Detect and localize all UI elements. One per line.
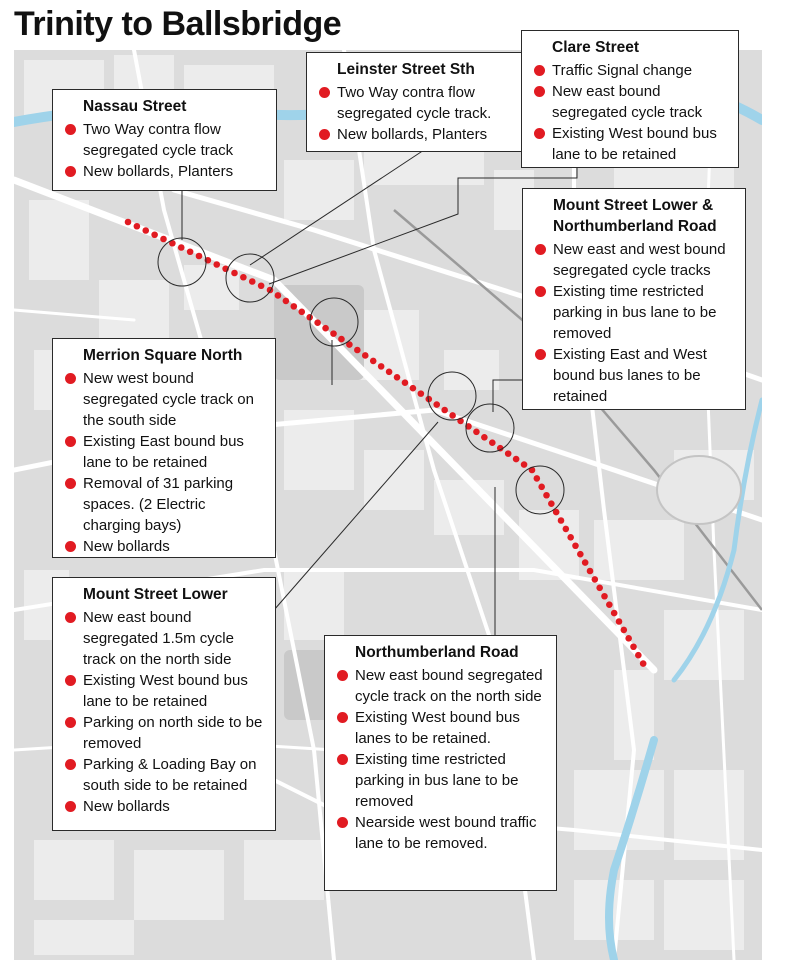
- route-dot: [178, 244, 185, 251]
- route-dot: [213, 261, 220, 268]
- route-dot: [258, 282, 265, 289]
- callout-item: Removal of 31 parking spaces. (2 Electric charging bays): [63, 473, 267, 536]
- callout-leinster-street-sth: [306, 52, 524, 152]
- route-dot: [196, 253, 203, 260]
- route-dot: [596, 585, 603, 592]
- route-dot: [563, 526, 570, 533]
- route-dot: [558, 517, 565, 524]
- route-dot: [402, 379, 409, 386]
- callout-item: Existing time restricted parking in bus lane to be removed: [335, 749, 548, 812]
- route-dot: [534, 475, 541, 482]
- callout-item: Existing West bound bus lanes to be retained.: [335, 707, 548, 749]
- route-dot: [616, 618, 623, 625]
- route-dot: [441, 407, 448, 414]
- callout-heading: Mount Street Lower & Northumberland Road: [553, 197, 717, 235]
- route-dot: [249, 278, 256, 285]
- callout-item: New east bound segregated 1.5m cycle track on the north side: [63, 607, 267, 670]
- route-dot: [538, 484, 545, 491]
- route-dot: [433, 401, 440, 408]
- route-dot: [567, 534, 574, 541]
- page-title: Trinity to Ballsbridge: [14, 5, 342, 43]
- route-dot: [587, 568, 594, 575]
- route-dot: [338, 336, 345, 343]
- route-dot: [151, 231, 158, 238]
- callout-item: New bollards: [63, 536, 267, 557]
- route-dot: [240, 274, 247, 281]
- route-dot: [362, 352, 369, 359]
- route-dot: [640, 660, 647, 667]
- route-dot: [449, 412, 456, 419]
- route-dot: [635, 652, 642, 659]
- callout-item: New west bound segregated cycle track on the south side: [63, 368, 267, 431]
- route-dot: [625, 635, 632, 642]
- callout-item: Parking & Loading Bay on south side to be retained: [63, 754, 267, 796]
- callout-item: Existing East and West bound bus lanes to be retained: [533, 344, 737, 407]
- callout-item: Traffic Signal change: [532, 60, 730, 81]
- callout-item: Two Way contra flow segregated cycle track: [63, 119, 268, 161]
- callout-nassau-street: [52, 89, 277, 191]
- callout-item: New bollards, Planters: [63, 161, 268, 182]
- callout-mount-street-lower: [52, 577, 276, 831]
- route-dot: [370, 358, 377, 365]
- route-dot: [630, 643, 637, 650]
- callout-item: New east and west bound segregated cycle tracks: [533, 239, 737, 281]
- route-dot: [621, 627, 628, 634]
- route-dot: [418, 390, 425, 397]
- callout-item: New bollards: [63, 796, 267, 817]
- route-dot: [275, 292, 282, 299]
- callout-item: Existing West bound bus lane to be retained: [63, 670, 267, 712]
- callout-item: Existing West bound bus lane to be retained: [532, 123, 730, 165]
- route-dot: [505, 450, 512, 457]
- route-dot: [513, 456, 520, 463]
- callout-heading: Merrion Square North: [83, 347, 243, 364]
- callout-heading: Leinster Street Sth: [337, 61, 475, 78]
- callout-mount-street-lower-northumberland: [522, 188, 746, 410]
- callout-northumberland-road: [324, 635, 557, 891]
- route-dot: [521, 461, 528, 468]
- route-dot: [606, 601, 613, 608]
- route-dot: [386, 369, 393, 376]
- route-dot: [489, 439, 496, 446]
- route-dot: [394, 374, 401, 381]
- stadium: [657, 456, 741, 524]
- route-dot: [592, 576, 599, 583]
- route-dot: [283, 298, 290, 305]
- route-dot: [481, 434, 488, 441]
- route-dot: [354, 347, 361, 354]
- callout-clare-street: [521, 30, 739, 168]
- route-dot: [582, 559, 589, 566]
- route-dot: [543, 492, 550, 499]
- callout-item: Existing time restricted parking in bus lane to be removed: [533, 281, 737, 344]
- route-dot: [572, 542, 579, 549]
- route-dot: [330, 330, 337, 337]
- route-dot: [142, 227, 149, 234]
- callout-item: New bollards, Planters: [317, 124, 515, 145]
- route-dot: [231, 270, 238, 277]
- route-dot: [601, 593, 608, 600]
- route-dot: [473, 429, 480, 436]
- route-dot: [187, 248, 194, 255]
- callout-item: Two Way contra flow segregated cycle track.: [317, 82, 515, 124]
- callout-heading: Mount Street Lower: [83, 586, 228, 603]
- callout-heading: Nassau Street: [83, 98, 187, 115]
- callout-heading: Clare Street: [552, 39, 640, 56]
- callout-item: New east bound segregated cycle track: [532, 81, 730, 123]
- callout-merrion-square-north: [52, 338, 276, 558]
- route-dot: [322, 325, 329, 332]
- callout-item: Parking on north side to be removed: [63, 712, 267, 754]
- callout-item: Nearside west bound traffic lane to be removed.: [335, 812, 548, 854]
- route-dot: [291, 303, 298, 310]
- route-dot: [125, 219, 132, 226]
- route-dot: [410, 385, 417, 392]
- route-dot: [314, 319, 321, 326]
- route-dot: [611, 610, 618, 617]
- route-dot: [298, 309, 305, 316]
- callout-item: Existing East bound bus lane to be retained: [63, 431, 267, 473]
- route-dot: [160, 236, 167, 243]
- callout-item: New east bound segregated cycle track on the north side: [335, 665, 548, 707]
- route-dot: [548, 500, 555, 507]
- route-dot: [134, 223, 141, 230]
- callout-heading: Northumberland Road: [355, 644, 519, 661]
- route-dot: [378, 363, 385, 370]
- route-dot: [577, 551, 584, 558]
